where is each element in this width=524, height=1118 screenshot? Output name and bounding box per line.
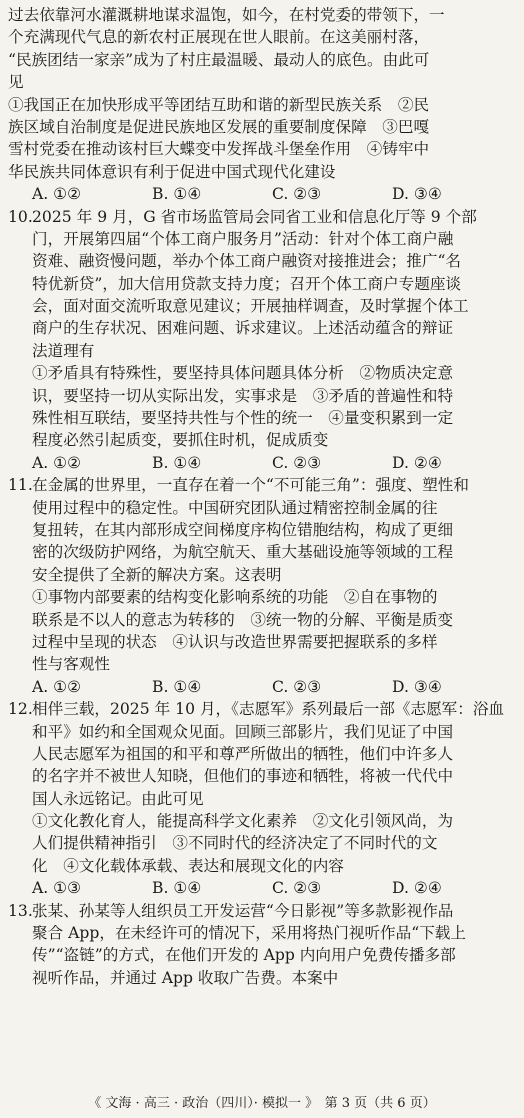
- text-line: 安全提供了全新的解决方案。这表明: [32, 565, 282, 584]
- option-d: D. ③④: [392, 677, 442, 696]
- text-line: 在金属的世界里，一直存在着一个“不可能三角”：强度、塑性和: [32, 476, 469, 495]
- text-line: 华民族共同体意识有利于促进中国式现代化建设: [8, 162, 336, 181]
- text-line: ①事物内部要素的结构变化影响系统的功能 ②自在事物的: [32, 588, 438, 607]
- option-a: A. ①②: [32, 453, 82, 472]
- intro-passage: [8, 4, 514, 206]
- answer-options: [8, 877, 514, 899]
- text-line: 和平》如约和全国观众见面。回顾三部影片，我们见证了中国: [32, 722, 454, 741]
- page-footer: 《 文海 · 高三 · 政治（四川）· 模拟一 》 第 3 页（共 6 页）: [88, 1096, 436, 1111]
- text-line: 程度必然引起质变，要抓住时机，促成质变: [32, 431, 329, 450]
- option-a: A. ①③: [32, 879, 82, 898]
- text-line: 的名字并不被世人知晓，但他们的事迹和牺牲，将被一代代中: [32, 767, 454, 786]
- text-line: 人民志愿军为祖国的和平和尊严所做出的牺牲，他们中许多人: [32, 744, 454, 763]
- text-line: 个充满现代气息的新农村正展现在世人眼前。在这美丽村落，: [8, 28, 430, 47]
- option-a: A. ①②: [32, 677, 82, 696]
- text-line: 使用过程中的稳定性。中国研究团队通过精密控制金属的往: [32, 498, 438, 517]
- option-d: D. ②④: [392, 879, 442, 898]
- option-c: C. ②③: [272, 453, 322, 472]
- answer-options: [8, 676, 514, 698]
- text-line: 联系是不以人的意志为转移的 ③统一物的分解、平衡是质变: [32, 610, 454, 629]
- text-line: 识，要坚持一切从实际出发，实事求是 ③矛盾的普遍性和特: [32, 386, 454, 405]
- text-line: 门，开展第四届“个体工商户服务月”活动：针对个体工商户融: [32, 229, 454, 248]
- text-line: 法道理有: [32, 341, 95, 360]
- text-line: 殊性相互联结，要坚持共性与个性的统一 ④量变积累到一定: [32, 409, 454, 428]
- text-line: 视听作品，并通过 App 收取广告费。本案中: [32, 968, 339, 987]
- text-line: ①矛盾具有特殊性，要坚持具体问题具体分析 ②物质决定意: [32, 364, 454, 383]
- option-a: A. ①②: [32, 185, 82, 204]
- answer-options: [8, 183, 514, 205]
- option-d: D. ③④: [392, 185, 442, 204]
- option-c: C. ②③: [272, 185, 322, 204]
- option-c: C. ②③: [272, 677, 322, 696]
- text-line: 商户的生存状况、困难问题、诉求建议。上述活动蕴含的辩证: [32, 319, 454, 338]
- text-line: “民族团结一家亲”成为了村庄最温暖、最动人的底色。由此可: [8, 50, 430, 69]
- option-d: D. ②④: [392, 453, 442, 472]
- option-b: B. ①④: [152, 677, 202, 696]
- text-line: 聚合 App，在未经许可的情况下，采用将热门视听作品“下载上: [32, 924, 466, 943]
- question-number: 10.: [8, 207, 33, 226]
- text-line: 密的次级防护网络，为航空航天、重大基础设施等领域的工程: [32, 543, 454, 562]
- text-line: 过程中呈现的状态 ④认识与改造世界需要把握联系的多样: [32, 632, 438, 651]
- text-line: 见: [8, 73, 24, 92]
- text-line: 复扭转，在其内部形成空间梯度序构位错胞结构，构成了更细: [32, 520, 454, 539]
- question-11: [8, 474, 514, 698]
- text-line: 雪村党委在推动该村巨大蝶变中发挥战斗堡垒作用 ④铸牢中: [8, 140, 430, 159]
- option-b: B. ①④: [152, 879, 202, 898]
- option-b: B. ①④: [152, 453, 202, 472]
- text-line: ①文化教化育人，能提高科学文化素养 ②文化引领风尚，为: [32, 812, 454, 831]
- option-b: B. ①④: [152, 185, 202, 204]
- question-12: [8, 698, 514, 900]
- question-number: 12.: [8, 700, 33, 719]
- text-line: 张某、孙某等人组织员工开发运营“今日影视”等多款影视作品: [32, 901, 454, 920]
- text-line: 人们提供精神指引 ③不同时代的经济决定了不同时代的文: [32, 834, 438, 853]
- text-line: 国人永远铭记。由此可见: [32, 789, 204, 808]
- text-line: 族区域自治制度是促进民族地区发展的重要制度保障 ③巴嘎: [8, 117, 430, 136]
- question-number: 11.: [8, 476, 33, 495]
- text-line: 资难、融资慢问题，举办个体工商户融资对接推进会；推广“名: [32, 252, 462, 271]
- option-c: C. ②③: [272, 879, 322, 898]
- question-13: [8, 900, 514, 990]
- text-line: 传”“盗链”的方式，在他们开发的 App 内向用户免费传播多部: [32, 946, 456, 965]
- text-line: 化 ④文化载体承载、表达和展现文化的内容: [32, 856, 344, 875]
- text-line: 会，面对面交流听取意见建议；开展抽样调查，及时掌握个体工: [32, 297, 469, 316]
- text-line: ①我国正在加快形成平等团结互助和谐的新型民族关系 ②民: [8, 95, 430, 114]
- text-line: 相伴三载，2025 年 10 月，《志愿军》系列最后一部《志愿军：浴血: [32, 700, 505, 719]
- text-line: 特优新贷”，加大信用贷款支持力度；召开个体工商户专题座谈: [32, 274, 462, 293]
- text-line: 过去依靠河水灌溉耕地谋求温饱，如今，在村党委的带领下，一: [8, 6, 445, 24]
- answer-options: [8, 452, 514, 474]
- text-line: 性与客观性: [32, 655, 110, 674]
- question-10: [8, 206, 514, 475]
- question-number: 13.: [8, 901, 33, 920]
- text-line: 2025 年 9 月，G 省市场监管局会同省工业和信息化厅等 9 个部: [32, 207, 477, 226]
